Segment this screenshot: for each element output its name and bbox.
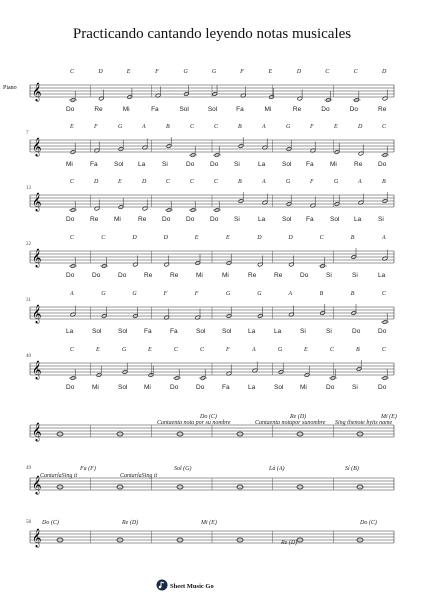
chord-label: B — [350, 291, 355, 297]
measure-number-49: 49 — [26, 466, 31, 471]
chord-label: F — [310, 124, 314, 130]
sheet-music-go-logo-icon — [156, 579, 168, 591]
svg-text:𝄞: 𝄞 — [32, 304, 42, 323]
label-sol-g: Sol (G) — [174, 466, 192, 472]
label-fa-f: Fa (F) — [80, 466, 96, 472]
solfege-label: Do — [196, 384, 205, 391]
solfege-label: Do — [378, 328, 387, 335]
chord-label: B — [356, 347, 360, 353]
staff — [30, 304, 394, 324]
solfege-label: Do — [92, 272, 101, 279]
label-cantar-1: CantarlaSing it — [40, 473, 78, 479]
staff — [30, 475, 394, 495]
solfege-label: Sol — [118, 384, 128, 391]
svg-text:𝄞: 𝄞 — [32, 422, 42, 441]
solfege-label: Sol — [196, 328, 206, 335]
chord-label: F — [155, 69, 159, 75]
chord-label: G — [118, 124, 123, 130]
chord-label: A — [252, 347, 256, 353]
svg-text:𝄞: 𝄞 — [32, 248, 42, 267]
chord-label: G — [101, 291, 106, 297]
measure-number: 31 — [26, 298, 31, 303]
solfege-label: La — [248, 328, 256, 335]
measure-number: 40 — [26, 354, 31, 359]
chord-label: A — [382, 235, 386, 241]
chord-label: E — [148, 347, 152, 353]
solfege-label: Do — [210, 161, 219, 168]
solfege-label: Re — [274, 272, 283, 279]
chord-label: G — [211, 69, 217, 75]
chord-label: G — [183, 69, 188, 75]
label-do-c-3: Do (C) — [360, 520, 377, 526]
solfege-label: La — [66, 328, 74, 335]
solfege-label: Sol — [207, 106, 218, 113]
chord-label: E — [126, 69, 131, 75]
solfege-label: La — [138, 161, 146, 168]
chord-label: F — [194, 291, 199, 297]
solfege-label: La — [378, 272, 386, 279]
chord-label: G — [278, 347, 283, 353]
label-canta-1: Cantaenta nota por su nombre — [157, 420, 231, 426]
solfege-label: Sol — [118, 328, 128, 335]
solfege-label: Do — [378, 384, 387, 391]
instrument-label: Piano — [3, 85, 17, 91]
solfege-label: Mi — [144, 384, 151, 391]
measure-number: 7 — [26, 131, 29, 136]
chord-label: E — [118, 179, 122, 185]
solfege-label: Si — [234, 216, 240, 223]
solfege-label: Do — [118, 272, 127, 279]
solfege-label: Do — [66, 384, 75, 391]
chord-label: C — [214, 124, 219, 130]
chord-label: C — [382, 291, 387, 297]
chord-label: E — [70, 124, 74, 130]
label-mi-e: Mi (E) — [381, 414, 397, 420]
chord-label: E — [268, 69, 273, 75]
chord-label: G — [132, 291, 137, 297]
solfege-label: Do — [66, 106, 75, 113]
solfege-label: Si — [352, 384, 358, 391]
solfege-label: Do — [186, 161, 195, 168]
chord-label: G — [286, 179, 291, 185]
solfege-label: Fa — [306, 161, 314, 168]
chord-label: B — [350, 235, 355, 241]
solfege-label: Mi — [114, 216, 121, 223]
chord-label: D — [296, 69, 302, 75]
solfege-label: Do — [326, 384, 335, 391]
label-do-c-2: Do (C) — [42, 520, 59, 526]
svg-text:𝄞: 𝄞 — [32, 192, 42, 211]
measure-number: 13 — [26, 186, 31, 191]
chord-label: B — [382, 179, 386, 185]
label-la-a: Lá (A) — [269, 466, 285, 472]
label-re-d: Re (D) — [290, 414, 307, 420]
solfege-label: Fa — [236, 106, 244, 113]
solfege-label: Mi — [222, 272, 229, 279]
chord-label: D — [358, 124, 363, 130]
chord-label: G — [226, 291, 231, 297]
svg-text:𝄞: 𝄞 — [32, 475, 42, 494]
solfege-label: Fa — [151, 106, 159, 113]
solfege-label: Si — [162, 161, 168, 168]
solfege-label: Do — [321, 106, 330, 113]
solfege-label: Do — [210, 216, 219, 223]
chord-label: B — [238, 179, 242, 185]
solfege-label: Mi — [122, 106, 130, 113]
solfege-label: Sol — [330, 216, 340, 223]
solfege-label: Re — [94, 106, 103, 113]
solfege-label: Re — [248, 272, 257, 279]
chord-label: C — [353, 69, 358, 75]
solfege-label: Mi — [196, 272, 203, 279]
solfege-label: Si — [326, 272, 332, 279]
chord-label: A — [262, 179, 266, 185]
solfege-label: Re — [144, 272, 153, 279]
chord-label: E — [96, 347, 100, 353]
solfege-label: Do — [378, 161, 387, 168]
staff — [30, 528, 394, 548]
solfege-label: Re — [170, 272, 179, 279]
chord-label: C — [70, 69, 75, 75]
chord-label: C — [70, 179, 75, 185]
footer-brand: Sheet Music Go — [170, 583, 214, 590]
chord-label: E — [334, 124, 338, 130]
solfege-label: Re — [354, 161, 363, 168]
solfege-label: La — [274, 328, 282, 335]
chord-label: D — [132, 235, 137, 241]
chord-label: F — [226, 347, 230, 353]
svg-text:𝄞: 𝄞 — [32, 137, 42, 156]
chord-label: D — [98, 69, 103, 75]
measure-number-58: 58 — [26, 520, 31, 525]
chord-label: A — [142, 124, 146, 130]
solfege-label: Do — [66, 272, 75, 279]
solfege-label: Mi — [264, 106, 272, 113]
chord-label: C — [214, 179, 219, 185]
chord-label: D — [288, 235, 293, 241]
solfege-label: Mi — [66, 161, 73, 168]
chord-label: D — [94, 179, 99, 185]
chord-label: G — [257, 291, 262, 297]
chord-label: A — [262, 124, 266, 130]
chord-label: C — [101, 235, 106, 241]
solfege-label: Sol — [274, 384, 284, 391]
solfege-label: La — [258, 216, 266, 223]
solfege-label: La — [354, 216, 362, 223]
solfege-label: Si — [378, 216, 384, 223]
label-do-c: Do (C) — [200, 414, 217, 420]
solfege-label: Do — [349, 106, 358, 113]
solfege-label: Re — [378, 106, 387, 113]
solfege-label: Fa — [170, 328, 178, 335]
solfege-label: Sol — [114, 161, 124, 168]
chord-label: C — [325, 69, 330, 75]
solfege-label: Do — [170, 384, 179, 391]
label-canta-2: Cantaenta notapor sunombre — [255, 420, 326, 426]
svg-text:𝄞: 𝄞 — [32, 82, 42, 101]
solfege-label: Sol — [282, 216, 292, 223]
chord-label: C — [166, 179, 171, 185]
chord-label: C — [174, 347, 179, 353]
solfege-label: Do — [300, 272, 309, 279]
measure-number: 22 — [26, 242, 31, 247]
solfege-label: Si — [234, 161, 240, 168]
chord-label: C — [190, 179, 195, 185]
staff — [30, 82, 394, 102]
solfege-label: Sol — [282, 161, 292, 168]
chord-label: A — [358, 179, 362, 185]
chord-label: G — [122, 347, 127, 353]
solfege-label: Mi — [330, 161, 337, 168]
chord-label: C — [319, 235, 324, 241]
chord-label: E — [226, 235, 230, 241]
label-re-d-3: Re (D) — [281, 540, 298, 546]
chord-label: D — [257, 235, 262, 241]
label-si-b: Sí (B) — [345, 466, 359, 472]
chord-label: F — [240, 69, 244, 75]
solfege-label: La — [248, 384, 256, 391]
solfege-label: Si — [352, 272, 358, 279]
staff — [30, 360, 394, 380]
chord-label: C — [200, 347, 205, 353]
chord-label: G — [334, 179, 339, 185]
chord-label: D — [163, 235, 168, 241]
chord-label: E — [194, 235, 199, 241]
chord-label: B — [238, 124, 242, 130]
svg-text:𝄞: 𝄞 — [32, 360, 42, 379]
chord-label: F — [163, 291, 168, 297]
chord-label: G — [286, 124, 291, 130]
chord-label: F — [310, 179, 314, 185]
label-cantar-2: CantarlaSing it — [120, 473, 158, 479]
label-mi-e-2: Mi (E) — [201, 520, 217, 526]
chord-label: B — [166, 124, 170, 130]
solfege-label: Si — [300, 328, 306, 335]
solfege-label: Si — [326, 328, 332, 335]
page-title: Practicando cantando leyendo notas musicales — [72, 26, 352, 42]
chord-label: D — [382, 69, 387, 75]
chord-label: C — [330, 347, 335, 353]
solfege-label: Sol — [222, 328, 232, 335]
solfege-label: Re — [90, 216, 99, 223]
solfege-label: Sol — [92, 328, 102, 335]
solfege-label: Do — [352, 328, 361, 335]
solfege-label: Fa — [222, 384, 230, 391]
chord-label: A — [70, 291, 74, 297]
chord-label: C — [190, 124, 195, 130]
chord-label: C — [70, 235, 75, 241]
label-sing: Sing thenote byits name — [335, 420, 393, 426]
solfege-label: Mi — [92, 384, 99, 391]
solfege-label: Do — [162, 216, 171, 223]
chord-label: C — [382, 124, 387, 130]
svg-text:𝄞: 𝄞 — [32, 528, 42, 547]
solfege-label: Mi — [300, 384, 307, 391]
chord-label: F — [94, 124, 98, 130]
chord-label: C — [70, 347, 75, 353]
solfege-label: Fa — [90, 161, 98, 168]
solfege-label: La — [258, 161, 266, 168]
chord-label: C — [382, 347, 387, 353]
solfege-label: Fa — [306, 216, 314, 223]
solfege-label: Re — [292, 106, 302, 113]
staff — [30, 248, 394, 268]
solfege-label: Sol — [179, 106, 189, 113]
solfege-label: Fa — [144, 328, 152, 335]
solfege-label: Do — [186, 216, 195, 223]
chord-label: E — [304, 347, 308, 353]
chord-label: A — [288, 291, 293, 297]
chord-label: D — [142, 179, 147, 185]
solfege-label: Re — [138, 216, 147, 223]
label-re-d-2: Re (D) — [122, 520, 139, 526]
chord-label: B — [319, 291, 324, 297]
solfege-label: Do — [66, 216, 75, 223]
